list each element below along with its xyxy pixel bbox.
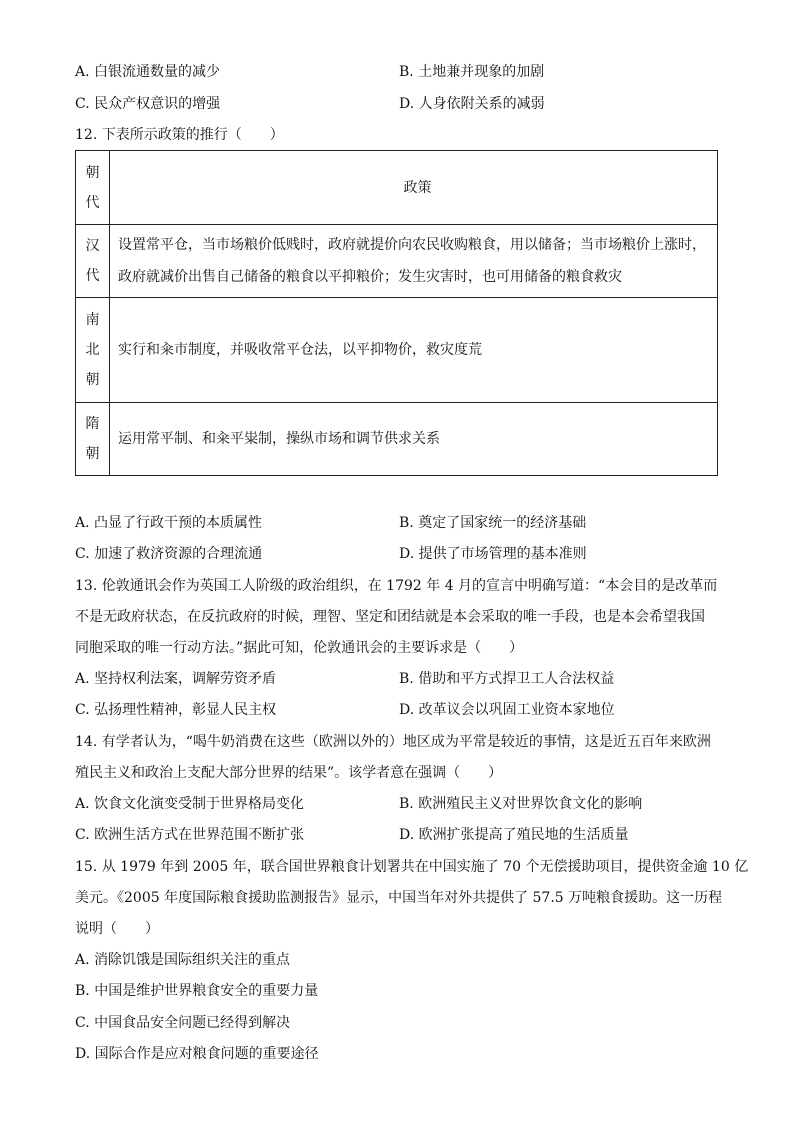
q13-stem-line: 13. 伦敦通讯会作为英国工人阶级的政治组织，在 1792 年 4 月的宣言中明确写道：“本会目的是改革而 [75,578,718,594]
q11-option-b: B. 土地兼并现象的加剧 [399,64,545,80]
q15-option-c: C. 中国食品安全问题已经得到解决 [75,1015,291,1031]
dynasty-cell: 汉 代 [76,225,110,298]
q15-stem-line: 美元。《2005 年度国际粮食援助监测报告》显示，中国当年对外共提供了 57.5 万吨粮食援助。这一历程 [75,890,723,906]
q13-option-d: D. 改革议会以巩固工业资本家地位 [399,702,615,718]
dynasty-cell: 隋 朝 [76,403,110,476]
policy-cell: 设置常平仓，当市场粮价低贱时，政府就提价向农民收购粮食，用以储备；当市场粮价上涨时， 政府就减价出售自己储备的粮食以平抑粮价；发生灾害时，也可用储备的粮食救灾 [110,225,718,298]
policy-table [75,150,718,476]
q15-option-d: D. 国际合作是应对粮食问题的重要途径 [75,1046,319,1062]
q11-option-c: C. 民众产权意识的增强 [75,96,221,112]
q14-option-a: A. 饮食文化演变受制于世界格局变化 [75,796,305,812]
dynasty-cell: 南 北 朝 [76,298,110,403]
table-header-row [76,151,718,225]
q12-stem: 12. 下表所示政策的推行（ ） [75,127,284,143]
q13-option-b: B. 借助和平方式捍卫工人合法权益 [399,671,615,687]
header-dynasty-cell: 朝 代 [76,151,110,225]
q13-option-a: A. 坚持权利法案，调解劳资矛盾 [75,671,277,687]
q13-stem-line: 不是无政府状态，在反抗政府的时候，理智、坚定和团结就是本会采取的唯一手段，也是本会希望我国 [75,609,705,625]
q13-stem-line: 同胞采取的唯一行动方法。”据此可知，伦敦通讯会的主要诉求是（ ） [75,640,524,656]
q14-stem-line: 14. 有学者认为，“喝牛奶消费在这些（欧洲以外的）地区成为平常是较近的事情，这是近五百年来欧洲 [75,734,711,750]
policy-cell: 实行和籴市制度，并吸收常平仓法，以平抑物价，救灾度荒 [110,298,718,403]
table-row [76,225,718,298]
q15-option-b: B. 中国是维护世界粮食安全的重要力量 [75,983,319,999]
policy-cell: 运用常平制、和籴平粜制，操纵市场和调节供求关系 [110,403,718,476]
table-row [76,403,718,476]
q12-option-d: D. 提供了市场管理的基本准则 [399,546,587,562]
q12-option-c: C. 加速了救济资源的合理流通 [75,546,263,562]
q14-option-c: C. 欧洲生活方式在世界范围不断扩张 [75,827,305,843]
q15-stem-line: 说明（ ） [75,921,159,937]
q14-stem-line: 殖民主义和政治上支配大部分世界的结果”。该学者意在强调（ ） [75,765,503,781]
header-policy-cell: 政策 [110,151,718,225]
q14-option-b: B. 欧洲殖民主义对世界饮食文化的影响 [399,796,643,812]
q12-option-a: A. 凸显了行政干预的本质属性 [75,515,263,531]
q15-option-a: A. 消除饥饿是国际组织关注的重点 [75,952,291,968]
table-row [76,298,718,403]
q11-option-d: D. 人身依附关系的减弱 [399,96,545,112]
q14-option-d: D. 欧洲扩张提高了殖民地的生活质量 [399,827,629,843]
q15-stem-line: 15. 从 1979 年到 2005 年，联合国世界粮食计划署共在中国实施了 70 个无偿援助项目，提供资金逾 10 亿 [75,859,749,875]
q12-option-b: B. 奠定了国家统一的经济基础 [399,515,587,531]
q11-option-a: A. 白银流通数量的减少 [75,64,221,80]
q13-option-c: C. 弘扬理性精神，彰显人民主权 [75,702,277,718]
